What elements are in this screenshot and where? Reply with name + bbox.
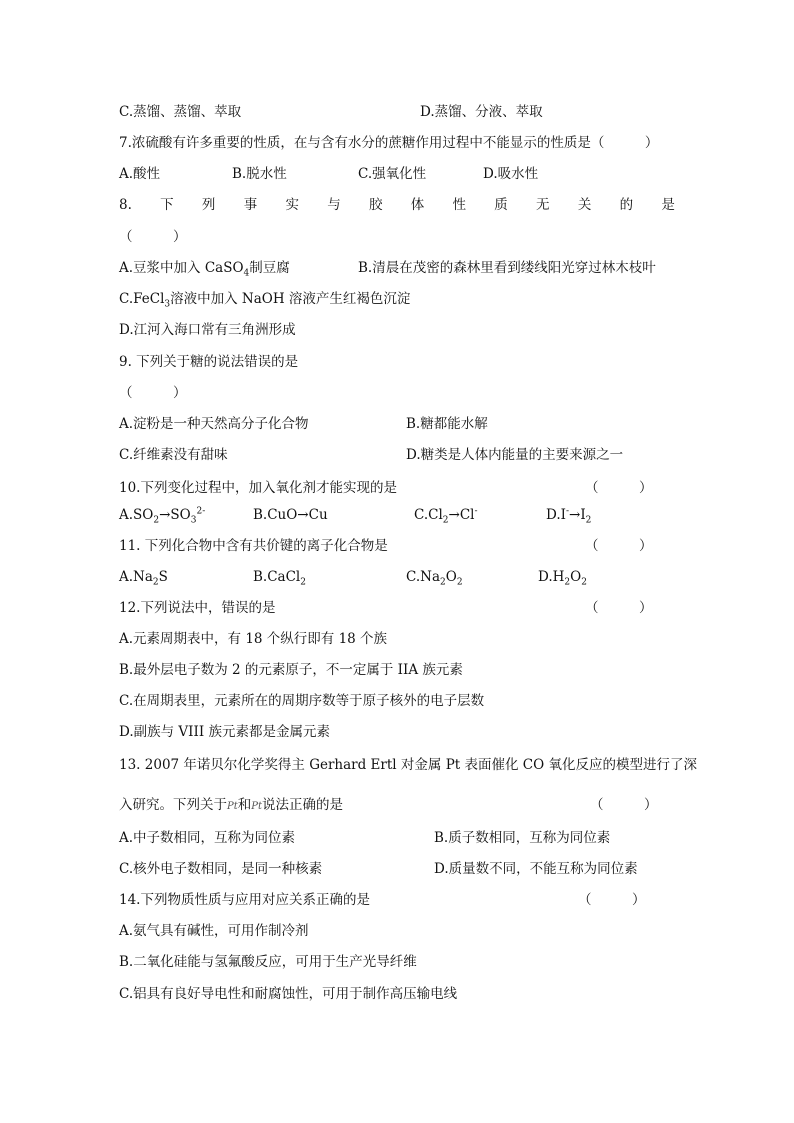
q8-stem-char: 事 [243,197,258,213]
q8-stem-char: 是 [661,197,675,213]
q6-option-d: D.蒸馏、分液、萃取 [420,104,543,120]
q13-options-row-ab [0,829,794,847]
q12-option-c: C.在周期表里，元素所在的周期序数等于原子核外的电子层数 [119,693,485,709]
q10-stem: 10.下列变化过程中，加入氧化剂才能实现的是 [119,480,397,496]
q8-stem-char: 体 [410,197,425,213]
q12-option-b: B.最外层电子数为 2 的元素原子，不一定属于 IIA 族元素 [119,662,463,678]
q7-options-row [0,165,794,183]
q7-stem: 7.浓硫酸有许多重要的性质，在与含有水分的蔗糖作用过程中不能显示的性质是（ ） [119,135,659,151]
q9-stem: 9. 下列关于糖的说法错误的是 [119,354,299,370]
q11-options-row [0,568,794,586]
q9-option-c: C.纤维素没有甜味 [119,447,228,463]
q8-stem-char: 8. [119,197,132,213]
q10-option-a: $A.SO_2\to SO_3^{2-}$ [119,506,206,526]
q13-stem-line2: 入研究。下列关于Pt和Pt说法正确的是 [119,797,343,813]
q10-option-c: $C.Cl_2\to Cl^-$ [414,506,478,526]
q8-stem-char: 性 [452,197,467,213]
q13-answer-paren: （ ） [590,797,658,813]
q14-stem: 14.下列物质性质与应用对应关系正确的是 [119,892,370,908]
q13-option-d: D.质量数不同，不能互称为同位素 [434,861,638,877]
q10-option-b: B.CuO→Cu [253,507,328,523]
q8-stem-char: 实 [285,197,299,213]
q8-stem-char: 与 [327,197,341,213]
q10-option-d: $D.I^-\to I_2$ [546,506,592,526]
q13-stem-line1: 13. 2007 年诺贝尔化学奖得主 Gerhard Ertl 对金属 Pt 表面催化 CO 氧化反应的模型进行了深 [119,757,697,773]
q13-option-a: A.中子数相同，互称为同位素 [119,830,296,846]
q13-option-b: B.质子数相同，互称为同位素 [434,830,611,846]
q9-option-d: D.糖类是人体内能量的主要来源之一 [406,447,624,463]
q8-option-d: D.江河入海口常有三角洲形成 [119,322,296,338]
q8-stem-char: 关 [577,197,592,213]
q11-answer-paren: （ ） [585,538,653,554]
q12-stem: 12.下列说法中，错误的是 [119,600,276,616]
q8-option-a: A.豆浆中加入 CaSO$_4$制豆腐 [119,260,290,279]
q6-option-c: C.蒸馏、蒸馏、萃取 [119,104,242,120]
q8-stem-char: 列 [201,197,216,213]
q9-option-b: B.糖都能水解 [406,416,488,432]
q11-option-a: $A.Na_2S$ [119,569,168,588]
q9-option-a: A.淀粉是一种天然高分子化合物 [119,416,309,432]
q8-answer-paren: （ ） [119,229,187,245]
q8-stem-char: 的 [619,197,634,213]
q9-options-row-ab [0,415,794,433]
q11-option-b: B.CaCl$_2$ [253,569,306,588]
q8-stem-char: 下 [160,197,174,213]
pt-isotope-symbol: Pt [251,801,262,812]
q8-stem-char: 质 [494,197,508,213]
q14-option-a: A.氨气具有碱性，可用作制冷剂 [119,923,309,939]
q8-stem [119,196,675,214]
q12-option-a: A.元素周期表中，有 18 个纵行即有 18 个族 [119,631,388,647]
q11-stem: 11. 下列化合物中含有共价键的离子化合物是 [119,538,388,554]
q13-option-c: C.核外电子数相同，是同一种核素 [119,861,323,877]
q8-options-row-ab [0,259,794,277]
q7-option-b: B.脱水性 [232,166,287,182]
pt-isotope-symbol: Pt [227,801,238,812]
q8-option-b: B.清晨在茂密的森林里看到缕线阳光穿过林木枝叶 [358,260,656,276]
q9-answer-paren: （ ） [119,385,187,401]
q11-option-c: $C.Na_2O_2$ [406,569,463,588]
q7-option-d: D.吸水性 [483,166,539,182]
q9-options-row-cd [0,446,794,464]
q8-stem-char: 胶 [368,197,383,213]
q6-options-row [0,103,794,121]
q8-stem-char: 无 [536,197,550,213]
q10-answer-paren: （ ） [585,480,653,496]
q7-option-a: A.酸性 [119,166,161,182]
q10-options-row [0,506,794,524]
q13-options-row-cd [0,860,794,878]
q8-option-c: C.FeCl$_3$溶液中加入 NaOH 溶液产生红褐色沉淀 [119,291,411,310]
q11-option-d: $D.H_2O_2$ [538,569,587,588]
q12-option-d: D.副族与 VIII 族元素都是金属元素 [119,724,330,740]
q7-option-c: C.强氧化性 [358,166,427,182]
q14-option-b: B.二氧化硅能与氢氟酸反应，可用于生产光导纤维 [119,954,417,970]
q12-answer-paren: （ ） [585,600,653,616]
q14-answer-paren: （ ） [578,892,646,908]
q14-option-c: C.铝具有良好导电性和耐腐蚀性，可用于制作高压输电线 [119,986,458,1002]
